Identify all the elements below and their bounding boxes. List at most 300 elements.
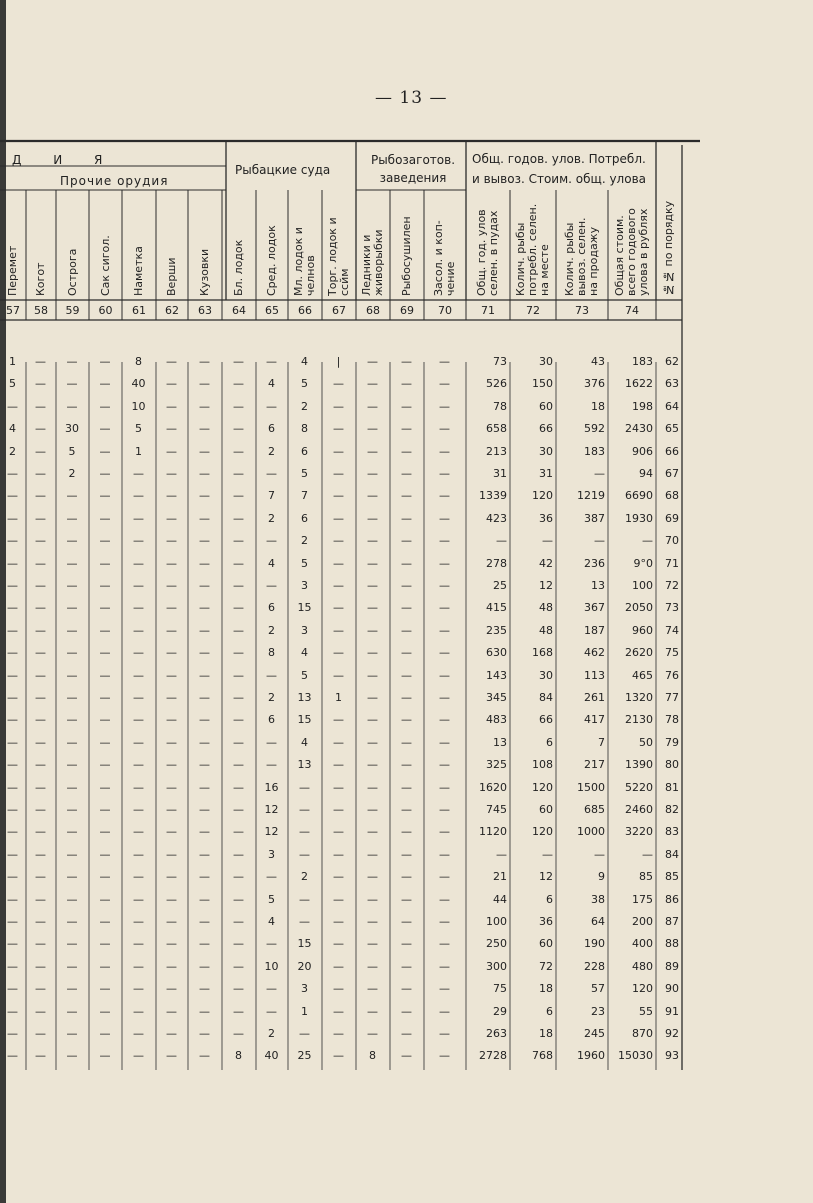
table-cell: — <box>401 1004 412 1018</box>
column-number: 74 <box>625 304 639 317</box>
table-cell: — <box>166 489 177 503</box>
table-cell: 245 <box>584 1027 605 1040</box>
table-cell: — <box>133 780 144 794</box>
table-cell: — <box>99 668 111 682</box>
column-header-66: Мл. лодок и челнов <box>292 227 317 296</box>
table-cell: — <box>333 623 344 637</box>
table-cell: 2 <box>268 691 275 704</box>
table-cell: — <box>99 691 111 704</box>
table-cell: 88 <box>665 937 679 951</box>
table-cell: 4 <box>268 556 275 570</box>
table-cell: — <box>133 915 144 928</box>
table-cell: — <box>439 399 450 413</box>
table-cell: — <box>7 892 18 906</box>
table-cell: — <box>66 377 78 391</box>
table-cell: — <box>66 847 78 861</box>
column-number: 58 <box>34 304 48 317</box>
table-cell: 85 <box>639 870 653 884</box>
table-cell: — <box>35 915 46 928</box>
table-cell: — <box>7 534 18 548</box>
table-cell: — <box>99 780 111 794</box>
table-cell: 2 <box>268 1027 275 1040</box>
table-cell: — <box>199 355 210 368</box>
table-cell: — <box>66 534 78 548</box>
table-cell: — <box>439 735 450 749</box>
table-cell: — <box>439 601 450 615</box>
table-cell: 2620 <box>625 646 653 660</box>
table-cell: — <box>7 691 18 704</box>
table-cell: — <box>401 556 412 570</box>
table-cell: — <box>99 825 111 839</box>
table-cell: — <box>99 534 111 548</box>
table-cell: — <box>401 511 412 525</box>
table-cell: — <box>35 892 46 906</box>
table-cell: — <box>233 467 244 480</box>
table-cell: — <box>233 870 244 884</box>
table-cell: — <box>166 646 177 660</box>
table-cell: — <box>367 601 378 615</box>
table-cell: 5 <box>9 377 16 391</box>
table-cell: — <box>166 377 177 391</box>
table-cell: 75 <box>665 646 679 660</box>
table-cell: — <box>439 422 450 436</box>
table-cell: 423 <box>486 511 507 525</box>
table-cell: 20 <box>297 959 312 973</box>
table-cell: — <box>233 937 244 951</box>
table-cell: 1 <box>9 355 16 368</box>
table-cell: 376 <box>584 377 605 391</box>
table-cell: 7 <box>598 735 605 749</box>
column-header-60: Сак сигол. <box>98 235 112 296</box>
table-cell: — <box>66 982 78 996</box>
table-cell: — <box>266 399 277 413</box>
table-cell: — <box>333 668 344 682</box>
table-cell: — <box>233 579 244 592</box>
column-number: 66 <box>298 304 312 317</box>
table-cell: — <box>233 1004 244 1018</box>
table-cell: — <box>367 825 378 839</box>
table-cell: — <box>233 735 244 749</box>
table-cell: — <box>401 377 412 391</box>
table-cell: — <box>199 489 210 503</box>
column-number: 71 <box>481 304 495 317</box>
table-cell: — <box>266 467 277 480</box>
table-cell: 4 <box>268 915 275 928</box>
table-cell: — <box>35 847 46 861</box>
column-header-70: Засол. и коп- чение <box>432 220 457 296</box>
table-cell: — <box>333 713 344 727</box>
table-cell: — <box>333 825 344 839</box>
table-cell: 120 <box>532 489 553 503</box>
table-cell: 36 <box>539 915 553 928</box>
table-cell: 108 <box>532 758 553 772</box>
table-cell: — <box>7 511 18 525</box>
table-cell: 263 <box>486 1027 507 1040</box>
table-cell: — <box>233 892 244 906</box>
table-cell: — <box>199 668 210 682</box>
table-cell: — <box>401 399 412 413</box>
table-cell: 18 <box>591 399 605 413</box>
table-cell: 73 <box>493 355 507 368</box>
table-cell: 2460 <box>625 803 653 816</box>
table-cell: — <box>401 601 412 615</box>
table-cell: — <box>299 780 310 794</box>
table-cell: — <box>66 668 78 682</box>
table-cell: — <box>166 1049 177 1063</box>
table-cell: — <box>7 467 18 480</box>
table-cell: — <box>367 758 378 772</box>
table-cell: — <box>233 982 244 996</box>
table-cell: 2 <box>301 870 308 884</box>
table-cell: 100 <box>486 915 507 928</box>
table-cell: — <box>401 691 412 704</box>
table-cell: — <box>66 556 78 570</box>
table-cell: 62 <box>665 355 679 368</box>
table-cell: — <box>199 422 210 436</box>
table-cell: — <box>439 982 450 996</box>
table-cell: — <box>199 556 210 570</box>
table-cell: — <box>439 937 450 951</box>
table-cell: — <box>199 735 210 749</box>
table-cell: — <box>233 668 244 682</box>
table-cell: — <box>199 399 210 413</box>
table-cell: — <box>594 467 605 480</box>
table-cell: — <box>439 847 450 861</box>
table-cell: 79 <box>665 735 679 749</box>
table-cell: — <box>401 355 412 368</box>
table-cell: — <box>133 489 144 503</box>
table-cell: — <box>199 377 210 391</box>
table-cell: — <box>233 713 244 727</box>
table-cell: 50 <box>639 735 653 749</box>
table-cell: 2 <box>268 511 275 525</box>
table-cell: 9°0 <box>633 556 653 570</box>
table-cell: — <box>266 355 277 368</box>
table-cell: — <box>166 422 177 436</box>
table-cell: — <box>367 399 378 413</box>
table-cell: — <box>99 1049 111 1063</box>
table-cell: 36 <box>539 511 553 525</box>
table-cell: 6 <box>546 1004 553 1018</box>
table-cell: — <box>333 422 344 436</box>
table-cell: — <box>367 937 378 951</box>
table-cell: 94 <box>639 467 653 480</box>
table-cell: — <box>367 467 378 480</box>
table-cell: 63 <box>665 377 679 391</box>
table-cell: — <box>7 803 18 816</box>
table-cell: — <box>266 579 277 592</box>
table-cell: 745 <box>486 803 507 816</box>
table-cell: — <box>133 735 144 749</box>
table-cell: 1 <box>301 1004 308 1018</box>
table-cell: — <box>35 444 46 458</box>
column-header-68: Ледники и живорыбки <box>360 229 385 296</box>
table-cell: — <box>266 1004 277 1018</box>
table-cell: — <box>367 735 378 749</box>
table-cell: — <box>66 825 78 839</box>
table-cell: — <box>333 892 344 906</box>
table-cell: 3 <box>301 982 308 996</box>
table-cell: 483 <box>486 713 507 727</box>
table-cell: 13 <box>297 758 312 772</box>
table-cell: — <box>99 982 111 996</box>
table-cell: — <box>35 399 46 413</box>
table-cell: 5 <box>135 422 142 436</box>
table-cell: — <box>233 534 244 548</box>
table-cell: 8 <box>369 1049 376 1063</box>
table-cell: 48 <box>539 601 553 615</box>
table-cell: — <box>367 803 378 816</box>
table-cell: 6 <box>268 713 275 727</box>
table-cell: 2130 <box>625 713 653 727</box>
column-header-67: Торг. лодок и ссйм <box>326 217 351 296</box>
table-cell: — <box>401 489 412 503</box>
table-cell: 66 <box>665 444 679 458</box>
table-cell: — <box>166 355 177 368</box>
column-number: 64 <box>232 304 246 317</box>
table-cell: — <box>133 803 144 816</box>
table-cell: — <box>233 780 244 794</box>
table-cell: — <box>401 825 412 839</box>
table-cell: — <box>133 825 144 839</box>
column-number: 67 <box>332 304 346 317</box>
table-cell: — <box>133 579 144 592</box>
table-cell: — <box>401 623 412 637</box>
table-cell: 6 <box>268 601 275 615</box>
table-cell: 68 <box>665 489 679 503</box>
table-cell: — <box>367 422 378 436</box>
table-cell: 93 <box>665 1049 679 1063</box>
table-cell: — <box>35 735 46 749</box>
table-cell: — <box>166 534 177 548</box>
table-cell: — <box>133 646 144 660</box>
table-cell: 325 <box>486 758 507 772</box>
table-cell: 3 <box>268 847 275 861</box>
column-number: 57 <box>6 304 20 317</box>
table-cell: 42 <box>539 556 553 570</box>
table-cell: — <box>166 982 177 996</box>
table-cell: — <box>35 355 46 368</box>
table-cell: 74 <box>665 623 679 637</box>
table-cell: — <box>439 713 450 727</box>
table-cell: 278 <box>486 556 507 570</box>
table-cell: — <box>66 870 78 884</box>
table-cell: 30 <box>539 355 553 368</box>
table-cell: — <box>66 937 78 951</box>
table-cell: — <box>333 803 344 816</box>
table-cell: 658 <box>486 422 507 436</box>
table-cell: — <box>35 422 46 436</box>
table-cell: 82 <box>665 803 679 816</box>
table-cell: — <box>367 511 378 525</box>
table-cell: — <box>166 668 177 682</box>
table-cell: — <box>35 937 46 951</box>
column-number: 60 <box>98 304 113 317</box>
table-cell: — <box>35 803 46 816</box>
table-cell: 12 <box>539 870 553 884</box>
table-cell: 480 <box>632 959 653 973</box>
table-cell: 2050 <box>625 601 653 615</box>
table-cell: — <box>233 601 244 615</box>
table-cell: — <box>439 870 450 884</box>
table-cell: — <box>199 870 210 884</box>
table-cell: — <box>166 915 177 928</box>
table-cell: — <box>299 892 310 906</box>
table-cell: 187 <box>584 623 605 637</box>
table-cell: 4 <box>9 422 16 436</box>
table-cell: 190 <box>584 937 605 951</box>
table-cell: — <box>333 870 344 884</box>
table-cell: — <box>166 691 177 704</box>
table-cell: 15 <box>297 601 312 615</box>
table-cell: 387 <box>584 511 605 525</box>
table-cell: 29 <box>493 1004 507 1018</box>
table-cell: — <box>7 758 18 772</box>
table-cell: — <box>333 556 344 570</box>
table-cell: 2430 <box>625 422 653 436</box>
table-cell: 4 <box>301 355 308 368</box>
table-cell: — <box>233 511 244 525</box>
table-cell: — <box>133 601 144 615</box>
table-cell: — <box>233 377 244 391</box>
column-header-61: Наметка <box>132 246 145 296</box>
table-cell: — <box>99 735 111 749</box>
table-cell: — <box>133 870 144 884</box>
table-cell: — <box>99 579 111 592</box>
table-cell: — <box>233 399 244 413</box>
table-cell: 1219 <box>577 489 605 503</box>
table-cell: 217 <box>584 758 605 772</box>
table-cell: — <box>233 646 244 660</box>
table-cell: 64 <box>591 915 605 928</box>
table-cell: — <box>299 825 310 839</box>
table-cell: — <box>367 780 378 794</box>
table-cell: — <box>166 735 177 749</box>
table-cell: — <box>333 601 344 615</box>
table-cell: — <box>542 847 553 861</box>
table-cell: 60 <box>539 803 553 816</box>
table-cell: 6 <box>546 892 553 906</box>
table-cell: — <box>35 691 46 704</box>
table-cell: 84 <box>539 691 553 704</box>
table-cell: — <box>367 713 378 727</box>
table-cell: — <box>35 959 46 973</box>
table-cell: — <box>439 355 450 368</box>
table-cell: 5 <box>268 892 275 906</box>
table-cell: 75 <box>493 982 507 996</box>
table-cell: — <box>401 422 412 436</box>
table-cell: 198 <box>632 399 653 413</box>
table-cell: 13 <box>591 579 605 592</box>
table-cell: 1960 <box>577 1049 605 1063</box>
table-cell: — <box>199 713 210 727</box>
column-header-71: Общ. год. улов селен. в пудах <box>475 209 500 296</box>
table-cell: — <box>7 489 18 503</box>
table-cell: 2 <box>68 467 76 480</box>
table-cell: — <box>166 780 177 794</box>
table-cell: — <box>133 1027 144 1040</box>
table-cell: — <box>7 1004 18 1018</box>
table-cell: — <box>133 713 144 727</box>
table-cell: — <box>166 892 177 906</box>
table-cell: — <box>439 668 450 682</box>
table-cell: 1120 <box>479 825 507 839</box>
table-cell: — <box>35 758 46 772</box>
table-cell: — <box>333 399 344 413</box>
table-cell: — <box>233 489 244 503</box>
table-cell: — <box>166 467 177 480</box>
column-number: 72 <box>526 304 540 317</box>
table-cell: — <box>333 377 344 391</box>
table-cell: — <box>233 623 244 637</box>
table-cell: — <box>133 691 144 704</box>
table-cell: 8 <box>235 1049 242 1063</box>
table-cell: 71 <box>665 556 679 570</box>
table-cell: 1 <box>135 444 142 458</box>
table-cell: — <box>166 847 177 861</box>
table-cell: — <box>401 780 412 794</box>
table-cell: — <box>642 534 653 548</box>
table-cell: 1000 <box>577 825 605 839</box>
table-cell: 3 <box>301 623 308 637</box>
table-cell: — <box>133 982 144 996</box>
table-cell: 5 <box>301 556 308 570</box>
table-cell: — <box>401 646 412 660</box>
table-cell: — <box>542 534 553 548</box>
table-cell: — <box>233 803 244 816</box>
column-header-72: Колич. рыбы потребл. селен. на месте <box>514 203 551 296</box>
column-number: 63 <box>198 304 212 317</box>
table-cell: — <box>367 1027 378 1040</box>
table-cell: — <box>99 870 111 884</box>
table-cell: 18 <box>539 982 553 996</box>
table-cell: — <box>99 355 111 368</box>
table-cell: — <box>439 556 450 570</box>
table-cell: 367 <box>584 601 605 615</box>
table-cell: 300 <box>486 959 507 973</box>
table-cell: — <box>7 623 18 637</box>
table-cell: — <box>439 1049 450 1063</box>
table-cell: 4 <box>301 646 308 660</box>
table-cell: — <box>401 915 412 928</box>
table-cell: — <box>99 489 111 503</box>
table-cell: — <box>7 579 18 592</box>
table-cell: 592 <box>584 422 605 436</box>
table-cell: — <box>199 959 210 973</box>
table-cell: — <box>299 915 310 928</box>
table-cell: — <box>99 803 111 816</box>
table-cell: — <box>199 691 210 704</box>
table-cell: 90 <box>665 982 679 996</box>
table-cell: — <box>233 1027 244 1040</box>
table-cell: 65 <box>665 422 679 436</box>
table-cell: — <box>333 780 344 794</box>
table-cell: 6690 <box>625 489 653 503</box>
table-cell: — <box>199 758 210 772</box>
table-cell: 12 <box>539 579 553 592</box>
table-cell: — <box>199 1004 210 1018</box>
table-cell: — <box>233 825 244 839</box>
table-cell: — <box>99 937 111 951</box>
table-cell: — <box>166 601 177 615</box>
table-cell: — <box>199 467 210 480</box>
table-cell: 1390 <box>625 758 653 772</box>
table-cell: 40 <box>131 377 146 391</box>
table-cell: — <box>133 847 144 861</box>
table-cell: 87 <box>665 915 679 928</box>
table-cell: — <box>35 1049 46 1063</box>
table-cell: 4 <box>301 735 308 749</box>
